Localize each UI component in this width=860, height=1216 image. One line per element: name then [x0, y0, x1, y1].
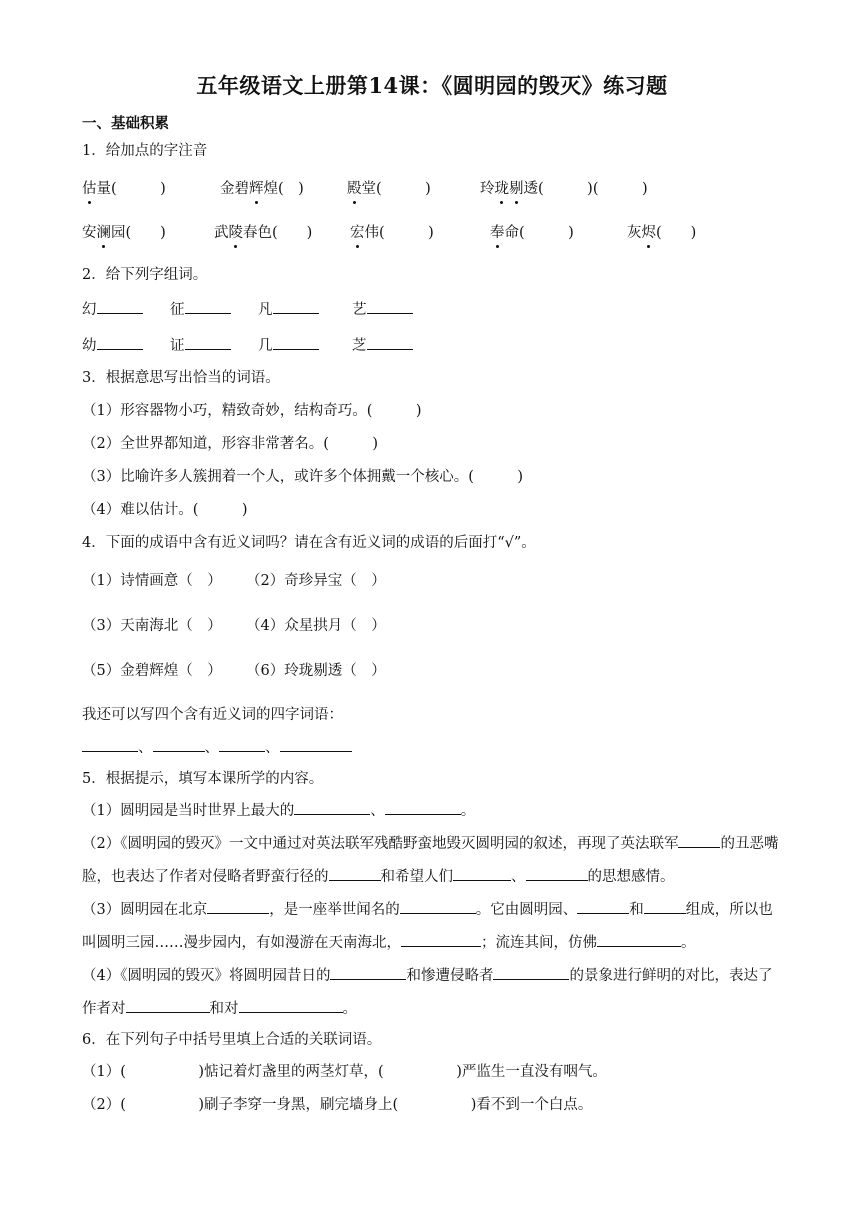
idiom-3: （3）天南海北（ ）: [82, 618, 222, 634]
pinyin-item-9: 灰烬( ): [627, 225, 697, 241]
q4-row-3: [82, 661, 782, 681]
answer-blank[interactable]: [153, 737, 205, 752]
answer-blank[interactable]: [329, 866, 381, 881]
answer-blank[interactable]: [219, 737, 265, 752]
idiom-6: （6）玲珑剔透（ ）: [246, 663, 386, 679]
answer-blank[interactable]: [126, 998, 210, 1013]
pinyin-item-8: 奉命( ): [490, 225, 574, 241]
char-3: 凡: [258, 302, 273, 318]
answer-blank[interactable]: [644, 899, 686, 914]
answer-blank[interactable]: [385, 800, 461, 815]
answer-blank[interactable]: [401, 932, 481, 947]
char-4: 艺: [352, 302, 367, 318]
answer-blank[interactable]: [493, 965, 569, 980]
q6-item-1: （1）( )惦记着灯盏里的两茎灯草，( )严监生一直没有咽气。: [82, 1064, 607, 1080]
answer-blank[interactable]: [597, 932, 681, 947]
pinyin-item-5: 安澜园( ): [82, 225, 166, 241]
pinyin-item-2: 金碧辉煌( ): [220, 181, 304, 197]
answer-blank[interactable]: [239, 998, 343, 1013]
q3-item-1: （1）形容器物小巧，精致奇妙，结构奇巧。( ): [82, 403, 422, 419]
q5-item-2: （2）《圆明园的毁灭》一文中通过对英法联军残酷野蛮地毁灭圆明园的叙述，再现了英法联军 的丑恶嘴脸，也表达了作者对侵略者野蛮行径的 和希望人们 、 的思想感情。: [82, 828, 782, 894]
separator: 、: [204, 740, 219, 756]
q5-item-1: （1）圆明园是当时世界上最大的 、 。: [82, 795, 782, 828]
q5-prompt: 5．根据提示，填写本课所学的内容。: [82, 771, 324, 787]
q2-prompt: 2．给下列字组词。: [82, 267, 208, 283]
idiom-4: （4）众星拱月（ ）: [246, 618, 386, 634]
answer-blank[interactable]: [185, 335, 231, 350]
answer-blank[interactable]: [453, 866, 511, 881]
answer-blank[interactable]: [97, 335, 143, 350]
q3-item-4: （4）难以估计。( ): [82, 502, 248, 518]
q4-row-2: [82, 616, 782, 636]
char-5: 幼: [82, 338, 97, 354]
pinyin-item-6: 武陵春色( ): [214, 225, 313, 241]
idiom-5: （5）金碧辉煌（ ）: [82, 663, 222, 679]
page-title: 五年级语文上册第14课：《圆明园的毁灭》练习题: [196, 73, 668, 98]
pinyin-item-4: 玲珑剔透( )( ): [480, 181, 648, 197]
q1-prompt: 1．给加点的字注音: [82, 143, 208, 159]
q6-prompt: 6．在下列句子中括号里填上合适的关联词语。: [82, 1032, 382, 1048]
answer-blank[interactable]: [526, 866, 588, 881]
separator: 、: [138, 740, 153, 756]
q2-row1: [82, 299, 782, 319]
section-heading-basics: 一、基础积累: [82, 115, 169, 132]
char-2: 征: [170, 302, 185, 318]
answer-blank[interactable]: [330, 965, 406, 980]
q3-item-2: （2）全世界都知道，形容非常著名。( ): [82, 436, 379, 452]
q1-row1: [82, 179, 782, 199]
separator: 、: [265, 740, 280, 756]
answer-blank[interactable]: [82, 737, 138, 752]
answer-blank[interactable]: [207, 899, 269, 914]
answer-blank[interactable]: [280, 737, 352, 752]
pinyin-item-7: 宏伟( ): [350, 225, 434, 241]
q4-prompt: 4．下面的成语中含有近义词吗？请在含有近义词的成语的后面打“√”。: [82, 535, 536, 551]
answer-blank[interactable]: [273, 335, 319, 350]
answer-blank[interactable]: [185, 299, 231, 314]
q4-extra: 我还可以写四个含有近义词的四字词语：: [82, 707, 343, 723]
q3-item-3: （3）比喻许多人簇拥着一个人，或许多个体拥戴一个核心。( ): [82, 469, 524, 485]
q6-item-2: （2）( )刷子李穿一身黑，刷完墙身上( )看不到一个白点。: [82, 1097, 593, 1113]
q4-blanks: [82, 737, 782, 757]
q5-item-4: （4）《圆明园的毁灭》将圆明园昔日的 和惨遭侵略者 的景象进行鲜明的对比，表达了作者对 和对 。: [82, 960, 782, 1026]
idiom-1: （1）诗情画意（ ）: [82, 573, 222, 589]
char-1: 幻: [82, 302, 97, 318]
answer-blank[interactable]: [577, 899, 629, 914]
worksheet: [82, 70, 782, 1122]
pinyin-item-3: 殿堂( ): [347, 181, 431, 197]
char-7: 几: [258, 338, 273, 354]
char-8: 芝: [352, 338, 367, 354]
answer-blank[interactable]: [367, 299, 413, 314]
answer-blank[interactable]: [678, 833, 720, 848]
char-6: 证: [170, 338, 185, 354]
q2-row2: [82, 335, 782, 355]
pinyin-item-1: 估量( ): [82, 181, 166, 197]
q5-item-3: （3）圆明园在北京 ，是一座举世闻名的 。它由圆明园、 和 组成，所以也叫圆明三园……漫步园内，有如漫游在天南海北， ；流连其间，仿佛 。: [82, 894, 782, 960]
idiom-2: （2）奇珍异宝（ ）: [246, 573, 386, 589]
q1-row2: [82, 223, 782, 243]
q4-row-1: [82, 571, 782, 591]
answer-blank[interactable]: [400, 899, 476, 914]
q3-prompt: 3．根据意思写出恰当的词语。: [82, 370, 280, 386]
answer-blank[interactable]: [294, 800, 370, 815]
answer-blank[interactable]: [367, 335, 413, 350]
answer-blank[interactable]: [97, 299, 143, 314]
answer-blank[interactable]: [273, 299, 319, 314]
